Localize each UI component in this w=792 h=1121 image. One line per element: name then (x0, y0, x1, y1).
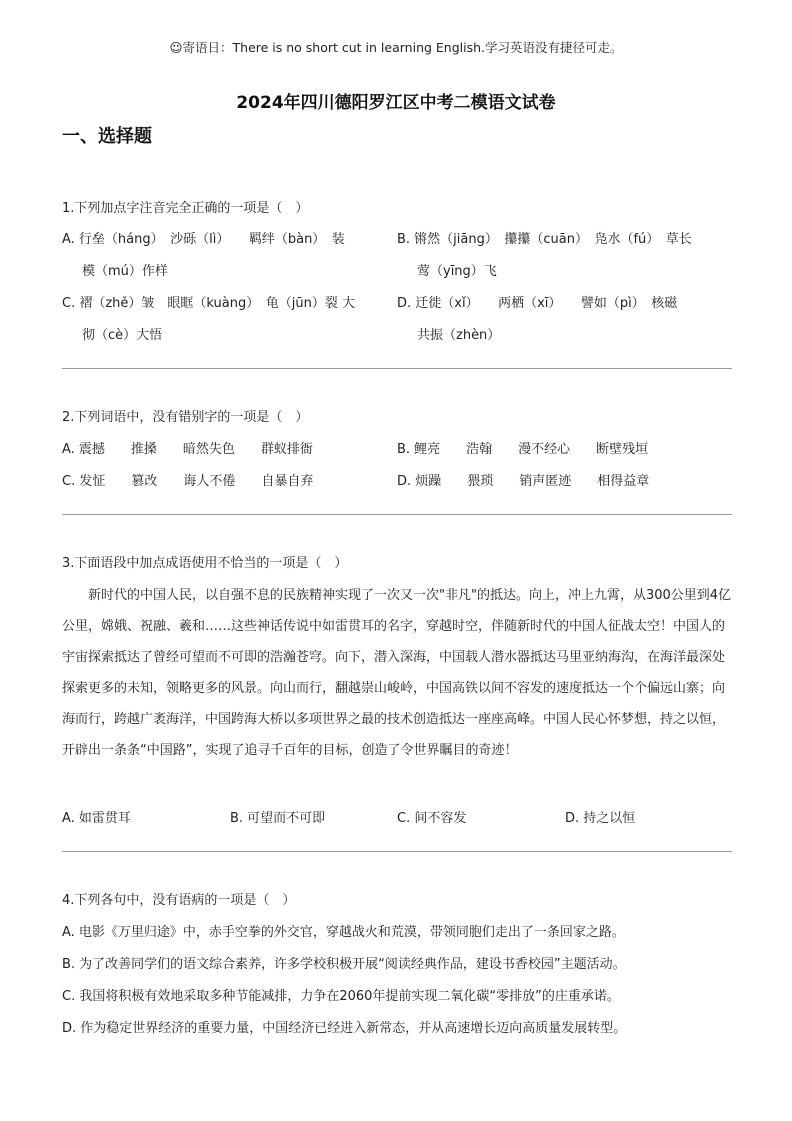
q4-option-b: B. 为了改善同学们的语文综合素养，许多学校积极开展“阅读经典作品，建设书香校园”主题活动。 (62, 957, 626, 972)
q2-option-b: B. 鲤亮 浩翰 漫不经心 断壁残垣 (397, 442, 649, 457)
divider (62, 851, 732, 852)
q2-option-d: D. 烦躁 猥琐 销声匿迹 相得益章 (397, 474, 650, 489)
q1-option-c-line1: C. 褶（zhě）皱 眼眶（kuàng） 龟（jūn）裂 大 (62, 296, 355, 311)
q3-passage: 新时代的中国人民，以自强不息的民族精神实现了一次又一次"非凡"的抵达。向上，冲上九霄，从300公里到4亿公里，嫦娥、祝融、羲和……这些神话传说中如雷贯耳的名字，穿越时空，伴随新时代的中国人征战太空！中国人的宇宙探索抵达了曾经可望而不可即的浩瀚苍穹。向下，潜入深海，中国载人潜水器抵达马里亚纳海沟，在海洋最深处探索更多的未知，领略更多的风景。向山而行，翻越崇山峻岭，中国高铁以间不容发的速度抵达一个个偏远山寨；向海而行，跨越广袤海洋，中国跨海大桥以多项世界之最的技术创造抵达一座座高峰。中国人民心怀梦想，持之以恒，开辟出一条条“中国路”，实现了追寻千百年的目标，创造了令世界瞩目的奇迹！ (62, 588, 732, 758)
divider (62, 514, 732, 515)
q1-option-b-line1: B. 锵然（jiāng） 攥攥（cuān） 凫水（fú） 草长 (397, 232, 692, 247)
q3-option-b: B. 可望而不可即 (230, 811, 326, 826)
q1-option-d-line1: D. 迁徙（xǐ） 两栖（xī） 譬如（pì） 核磁 (397, 296, 678, 311)
q1-option-b-line2: 莺（yīng）飞 (417, 264, 497, 279)
motto-line: ☺寄语日：There is no short cut in learning English.学习英语没有捷径可走。 (169, 40, 623, 55)
q4-option-a: A. 电影《万里归途》中，赤手空拳的外交官，穿越战火和荒漠，带领同胞们走出了一条回家之路。 (62, 925, 625, 940)
q3-option-d: D. 持之以恒 (565, 811, 636, 826)
q2-option-c: C. 发怔 篡改 诲人不倦 自暴自弃 (62, 474, 314, 489)
question-1-stem: 1.下列加点字注音完全正确的一项是（ ） (62, 201, 309, 216)
section-heading: 一、选择题 (62, 126, 152, 147)
question-2-stem: 2.下列词语中，没有错别字的一项是（ ） (62, 410, 309, 425)
q3-option-a: A. 如雷贯耳 (62, 811, 131, 826)
page-title: 2024年四川德阳罗江区中考二模语文试卷 (236, 93, 556, 113)
q1-option-c-line2: 彻（cè）大悟 (82, 328, 163, 343)
question-4-stem: 4.下列各句中，没有语病的一项是（ ） (62, 893, 296, 908)
question-3-stem: 3.下面语段中加点成语使用不恰当的一项是（ ） (62, 556, 348, 571)
q1-option-a-line1: A. 行垒（háng） 沙砾（lì） 羁绊（bàn） 装 (62, 232, 345, 247)
q2-option-a: A. 震撼 推搡 暗然失色 群蚁排衙 (62, 442, 313, 457)
divider (62, 368, 732, 369)
q1-option-d-line2: 共振（zhèn） (417, 328, 501, 343)
q4-option-d: D. 作为稳定世界经济的重要力量，中国经济已经进入新常态，并从高速增长迈向高质量发展转型。 (62, 1021, 627, 1036)
q3-option-c: C. 间不容发 (397, 811, 467, 826)
q1-option-a-line2: 模（mú）作样 (82, 264, 168, 279)
q4-option-c: C. 我国将积极有效地采取多种节能减排，力争在2060年提前实现二氧化碳“零排放”的庄重承诺。 (62, 989, 620, 1004)
